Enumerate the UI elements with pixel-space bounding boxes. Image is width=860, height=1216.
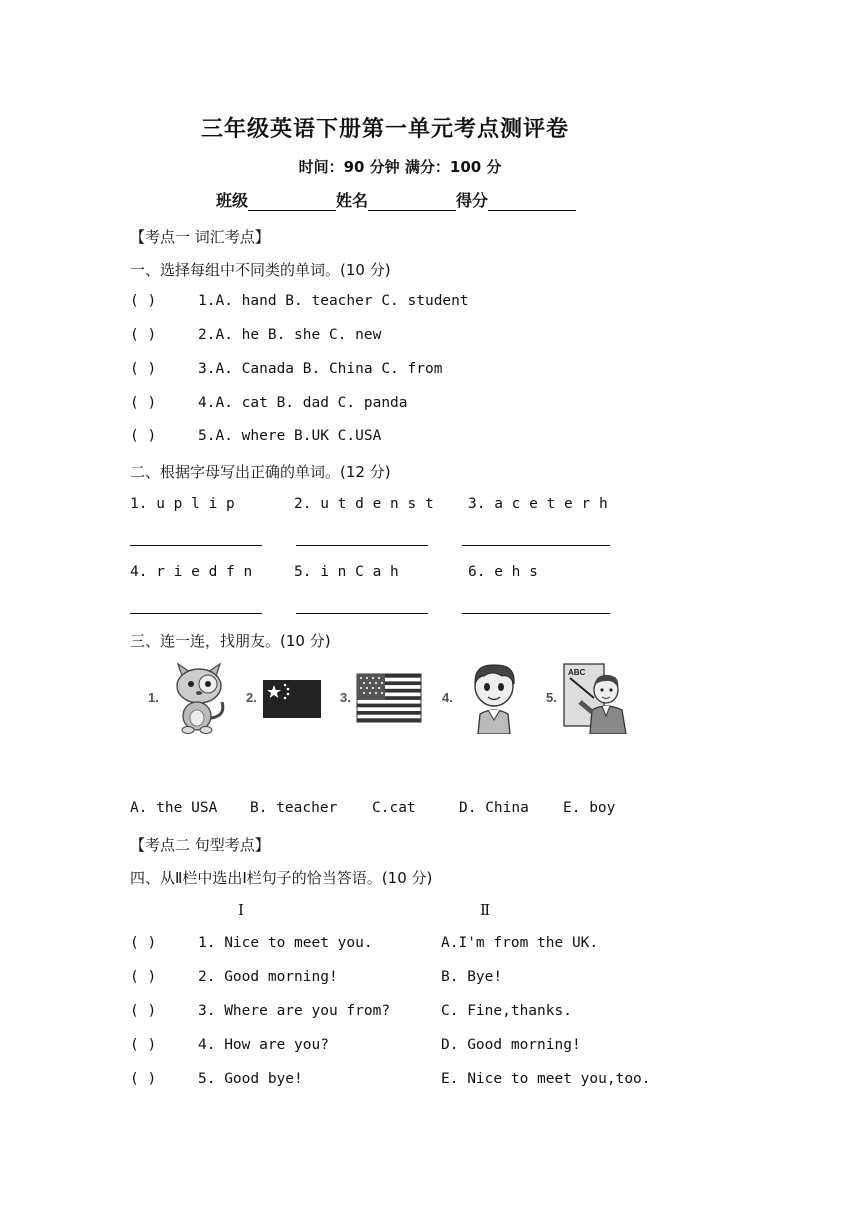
- answer-paren[interactable]: ( ): [130, 428, 157, 444]
- answer-line[interactable]: [296, 545, 428, 546]
- answer-option: B. Bye!: [441, 969, 503, 985]
- answer-line[interactable]: [130, 545, 262, 546]
- question-row: [130, 1003, 390, 1019]
- scrambled-word: 3. a c e t e r h: [468, 496, 608, 512]
- china-flag-picture[interactable]: [262, 662, 322, 734]
- scrambled-word: 2. u t d e n s t: [294, 496, 434, 512]
- question-row: [130, 1071, 303, 1087]
- section-3-heading: 三、连一连，找朋友。(10 分): [130, 632, 331, 650]
- question-row: [130, 428, 381, 444]
- score-blank[interactable]: [488, 192, 576, 211]
- usa-flag-picture[interactable]: [356, 662, 422, 734]
- question-row: [130, 969, 338, 985]
- picture-number: 5.: [546, 690, 557, 705]
- svg-text:ABC: ABC: [568, 668, 586, 677]
- cat-picture[interactable]: [164, 662, 234, 734]
- answer-paren[interactable]: ( ): [130, 327, 157, 343]
- question-text: 5. Good bye!: [198, 1071, 303, 1087]
- question-text: 5.A. where B.UK C.USA: [198, 428, 382, 444]
- score-label: 得分: [456, 191, 489, 210]
- answer-line[interactable]: [296, 613, 428, 614]
- match-option: C.cat: [372, 800, 416, 816]
- match-option: D. China: [459, 800, 529, 816]
- column-2-header: Ⅱ: [480, 901, 491, 919]
- name-label: 姓名: [336, 191, 369, 210]
- student-info-line: [216, 188, 576, 211]
- page-title: 三年级英语下册第一单元考点测评卷: [200, 117, 569, 142]
- question-text: 3.A. Canada B. China C. from: [198, 361, 443, 377]
- picture-number: 4.: [442, 690, 453, 705]
- question-text: 4.A. cat B. dad C. panda: [198, 395, 408, 411]
- answer-paren[interactable]: ( ): [130, 969, 157, 985]
- section-4-heading: 四、从Ⅱ栏中选出Ⅰ栏句子的恰当答语。(10 分): [130, 869, 433, 887]
- column-1-header: Ⅰ: [238, 901, 244, 919]
- answer-option: C. Fine,thanks.: [441, 1003, 572, 1019]
- question-text: 3. Where are you from?: [198, 1003, 391, 1019]
- kaodian-2-heading: 【考点二 句型考点】: [130, 836, 270, 854]
- teacher-picture[interactable]: [560, 662, 632, 734]
- picture-number: 2.: [246, 690, 257, 705]
- answer-option: E. Nice to meet you,too.: [441, 1071, 651, 1087]
- question-row: [130, 395, 408, 411]
- name-blank[interactable]: [368, 192, 456, 211]
- answer-paren[interactable]: ( ): [130, 1071, 157, 1087]
- answer-paren[interactable]: ( ): [130, 1003, 157, 1019]
- answer-line[interactable]: [462, 613, 610, 614]
- answer-option: A.I'm from the UK.: [441, 935, 599, 951]
- section-1-heading: 一、选择每组中不同类的单词。(10 分): [130, 261, 391, 279]
- picture-number: 3.: [340, 690, 351, 705]
- question-row: [130, 293, 469, 309]
- answer-paren[interactable]: ( ): [130, 293, 157, 309]
- question-text: 1. Nice to meet you.: [198, 935, 373, 951]
- scrambled-word: 6. e h s: [468, 564, 538, 580]
- answer-paren[interactable]: ( ): [130, 395, 157, 411]
- class-blank[interactable]: [248, 192, 336, 211]
- answer-line[interactable]: [130, 613, 262, 614]
- question-text: 2.A. he B. she C. new: [198, 327, 382, 343]
- answer-paren[interactable]: ( ): [130, 1037, 157, 1053]
- scrambled-word: 1. u p l i p: [130, 496, 235, 512]
- answer-paren[interactable]: ( ): [130, 361, 157, 377]
- picture-number: 1.: [148, 690, 159, 705]
- scrambled-word: 4. r i e d f n: [130, 564, 253, 580]
- section-2-heading: 二、根据字母写出正确的单词。(12 分): [130, 463, 391, 481]
- question-row: [130, 1037, 329, 1053]
- question-text: 1.A. hand B. teacher C. student: [198, 293, 469, 309]
- question-row: [130, 935, 373, 951]
- question-row: [130, 327, 381, 343]
- question-text: 2. Good morning!: [198, 969, 338, 985]
- answer-option: D. Good morning!: [441, 1037, 581, 1053]
- match-option: A. the USA: [130, 800, 218, 816]
- answer-line[interactable]: [462, 545, 610, 546]
- question-text: 4. How are you?: [198, 1037, 329, 1053]
- scrambled-word: 5. i n C a h: [294, 564, 399, 580]
- boy-picture[interactable]: [462, 662, 526, 734]
- question-row: [130, 361, 442, 377]
- kaodian-1-heading: 【考点一 词汇考点】: [130, 228, 270, 246]
- exam-time-score: 时间：90 分钟 满分：100 分: [298, 158, 502, 176]
- answer-paren[interactable]: ( ): [130, 935, 157, 951]
- class-label: 班级: [216, 191, 249, 210]
- match-option: B. teacher: [250, 800, 338, 816]
- match-option: E. boy: [563, 800, 616, 816]
